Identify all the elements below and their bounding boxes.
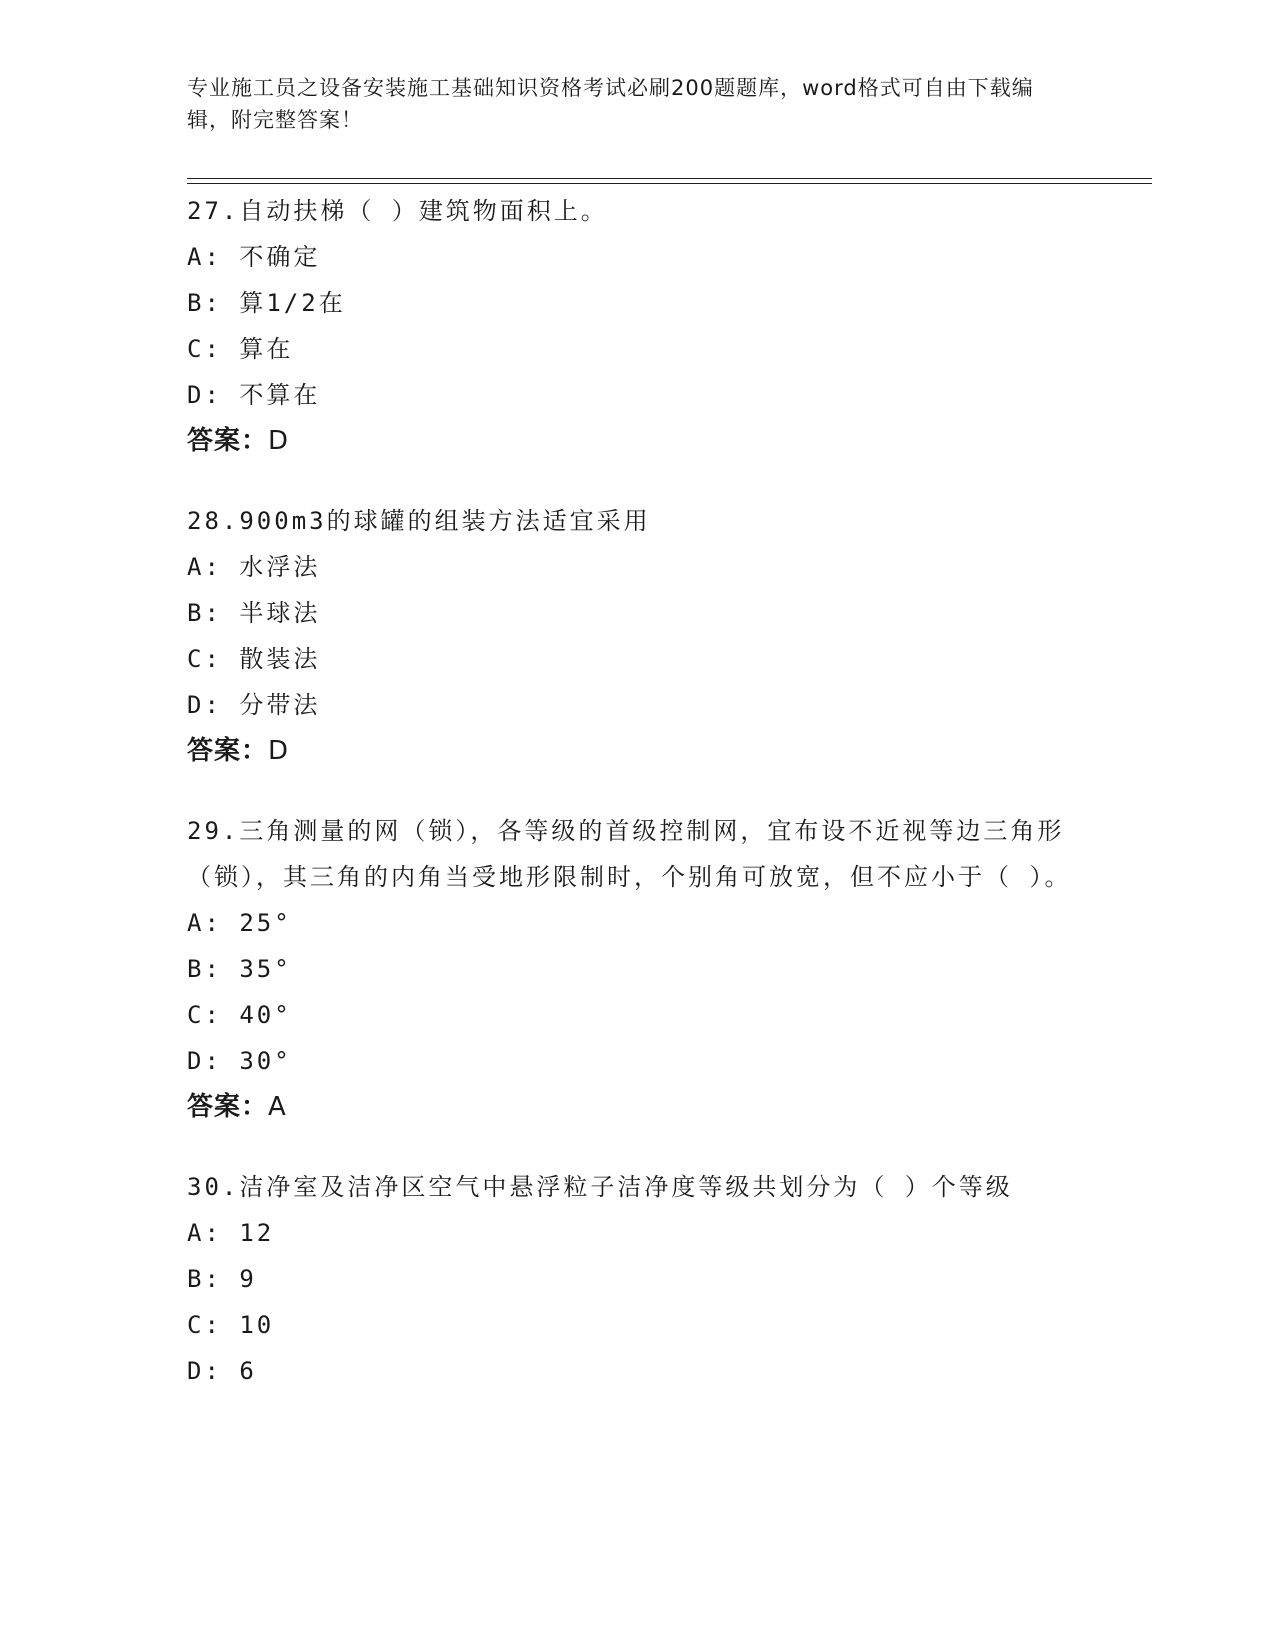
answer-value: D: [268, 426, 290, 456]
answer-label: 答案：: [187, 426, 269, 456]
question-stem: 30.洁净室及洁净区空气中悬浮粒子洁净度等级共划分为（ ）个等级: [187, 1173, 1013, 1201]
answer-line: [187, 1084, 1087, 1130]
option-a: A: 不确定: [187, 243, 321, 271]
option-b: B: 半球法: [187, 599, 321, 627]
option-a: A: 水浮法: [187, 553, 321, 581]
answer-value: A: [268, 1092, 287, 1122]
answer-line: [187, 418, 1087, 464]
option-d: D: 不算在: [187, 381, 321, 409]
header-rule-bottom: [187, 183, 1152, 184]
answer-label: 答案：: [187, 736, 269, 766]
option-d: D: 30°: [187, 1047, 292, 1075]
question-list: [187, 188, 1087, 1428]
option-c: C: 散装法: [187, 645, 321, 673]
option-d: D: 6: [187, 1357, 257, 1385]
question-30: [187, 1164, 1087, 1394]
question-28: [187, 498, 1087, 774]
document-header: 专业施工员之设备安装施工基础知识资格考试必刷200题题库，word格式可自由下载编辑，附完整答案！: [187, 76, 1034, 132]
question-stem: 28.900m3的球罐的组装方法适宜采用: [187, 507, 651, 535]
option-c: C: 算在: [187, 335, 294, 363]
header-rule-top: [187, 178, 1152, 179]
option-a: A: 12: [187, 1219, 275, 1247]
question-29: [187, 808, 1087, 1130]
option-c: C: 10: [187, 1311, 275, 1339]
option-a: A: 25°: [187, 909, 292, 937]
option-c: C: 40°: [187, 1001, 292, 1029]
question-stem: 29.三角测量的网（锁），各等级的首级控制网，宜布设不近视等边三角形（锁），其三角的内角当受地形限制时，个别角可放宽，但不应小于（ ）。: [187, 817, 1072, 891]
question-27: [187, 188, 1087, 464]
option-b: B: 算1/2在: [187, 289, 346, 317]
option-b: B: 9: [187, 1265, 257, 1293]
answer-line: [187, 728, 1087, 774]
answer-label: 答案：: [187, 1092, 269, 1122]
option-d: D: 分带法: [187, 691, 321, 719]
question-stem: 27.自动扶梯（ ）建筑物面积上。: [187, 197, 608, 225]
option-b: B: 35°: [187, 955, 292, 983]
answer-value: D: [268, 736, 290, 766]
